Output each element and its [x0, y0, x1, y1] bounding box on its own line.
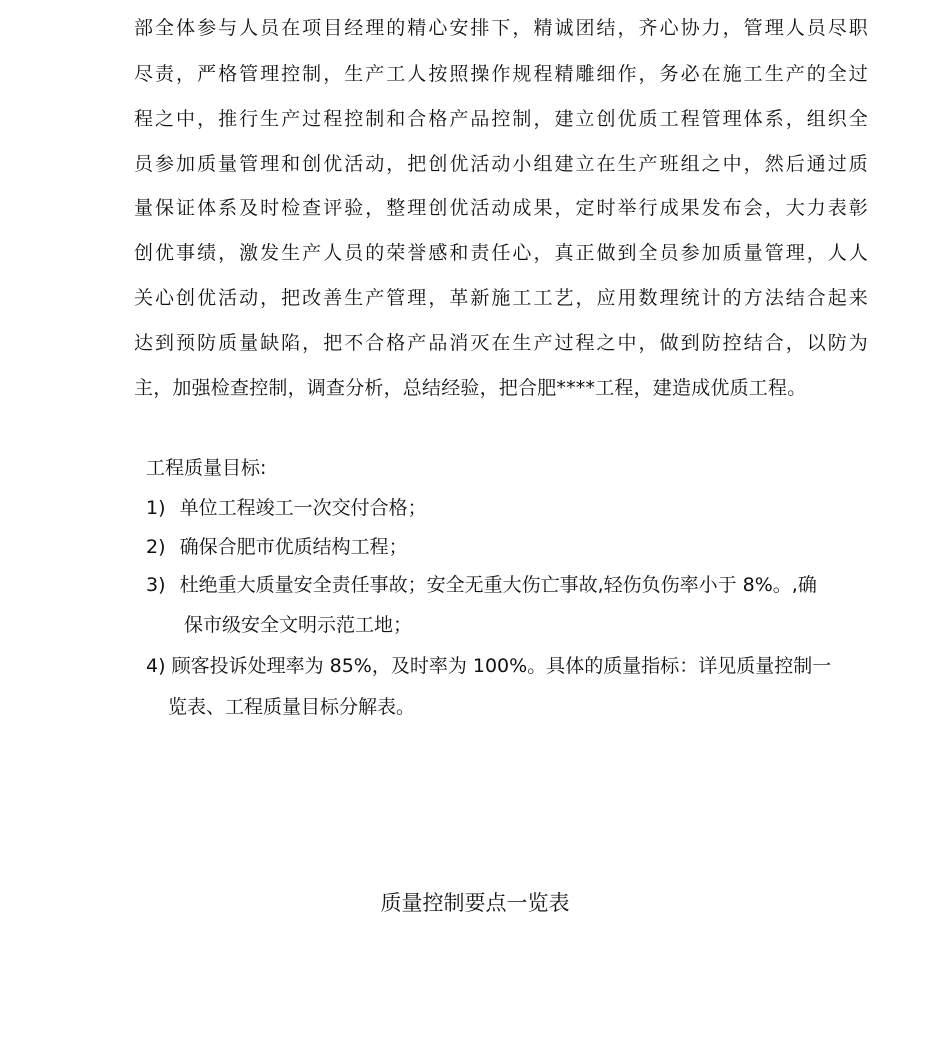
goal-item-number: 1)	[146, 497, 166, 519]
goal-item-number: 2)	[146, 536, 166, 558]
paragraph-line-4: 员参加质量管理和创优活动，把创优活动小组建立在生产班组之中，然后通过质	[134, 153, 868, 175]
quality-goals-heading: 工程质量目标:	[146, 457, 267, 479]
goal-item-4	[146, 654, 831, 678]
goal-item-4-continuation: 览表、工程质量目标分解表。	[168, 696, 416, 718]
goal-item-text: 确保合肥市优质结构工程；	[179, 536, 408, 558]
goal-item-3	[146, 573, 817, 597]
goal-item-number: 3)	[146, 574, 166, 596]
paragraph-line-9: 主，加强检查控制，调查分析，总结经验，把合肥****工程，建造成优质工程。	[134, 377, 807, 399]
paragraph-line-1: 部全体参与人员在项目经理的精心安排下，精诚团结，齐心协力，管理人员尽职	[134, 17, 868, 39]
goal-item-number: 4)	[146, 655, 166, 677]
goal-item-text: 单位工程竣工一次交付合格；	[179, 497, 427, 519]
goal-item-text: 顾客投诉处理率为 85%，及时率为 100%。具体的质量指标：详见质量控制一	[171, 655, 832, 677]
goal-item-text: 杜绝重大质量安全责任事故；安全无重大伤亡事故,轻伤负伤率小于 8%。,确	[179, 574, 817, 596]
paragraph-line-6: 创优事绩，激发生产人员的荣誉感和责任心，真正做到全员参加质量管理，人人	[134, 242, 868, 264]
goal-item-2	[146, 535, 408, 559]
paragraph-line-3: 程之中，推行生产过程控制和合格产品控制，建立创优质工程管理体系，组织全	[134, 108, 868, 130]
paragraph-line-2: 尽责，严格管理控制，生产工人按照操作规程精雕细作，务必在施工生产的全过	[134, 63, 868, 85]
paragraph-line-7: 关心创优活动，把改善生产管理，革新施工工艺，应用数理统计的方法结合起来	[134, 287, 868, 309]
paragraph-line-8: 达到预防质量缺陷，把不合格产品消灭在生产过程之中，做到防控结合，以防为	[134, 332, 868, 354]
goal-item-1	[146, 496, 427, 520]
paragraph-line-5: 量保证体系及时检查评验，整理创优活动成果，定时举行成果发布会，大力表彰	[134, 197, 868, 219]
goal-item-3-continuation: 保市级安全文明示范工地；	[184, 614, 413, 636]
table-title: 质量控制要点一览表	[380, 891, 570, 915]
